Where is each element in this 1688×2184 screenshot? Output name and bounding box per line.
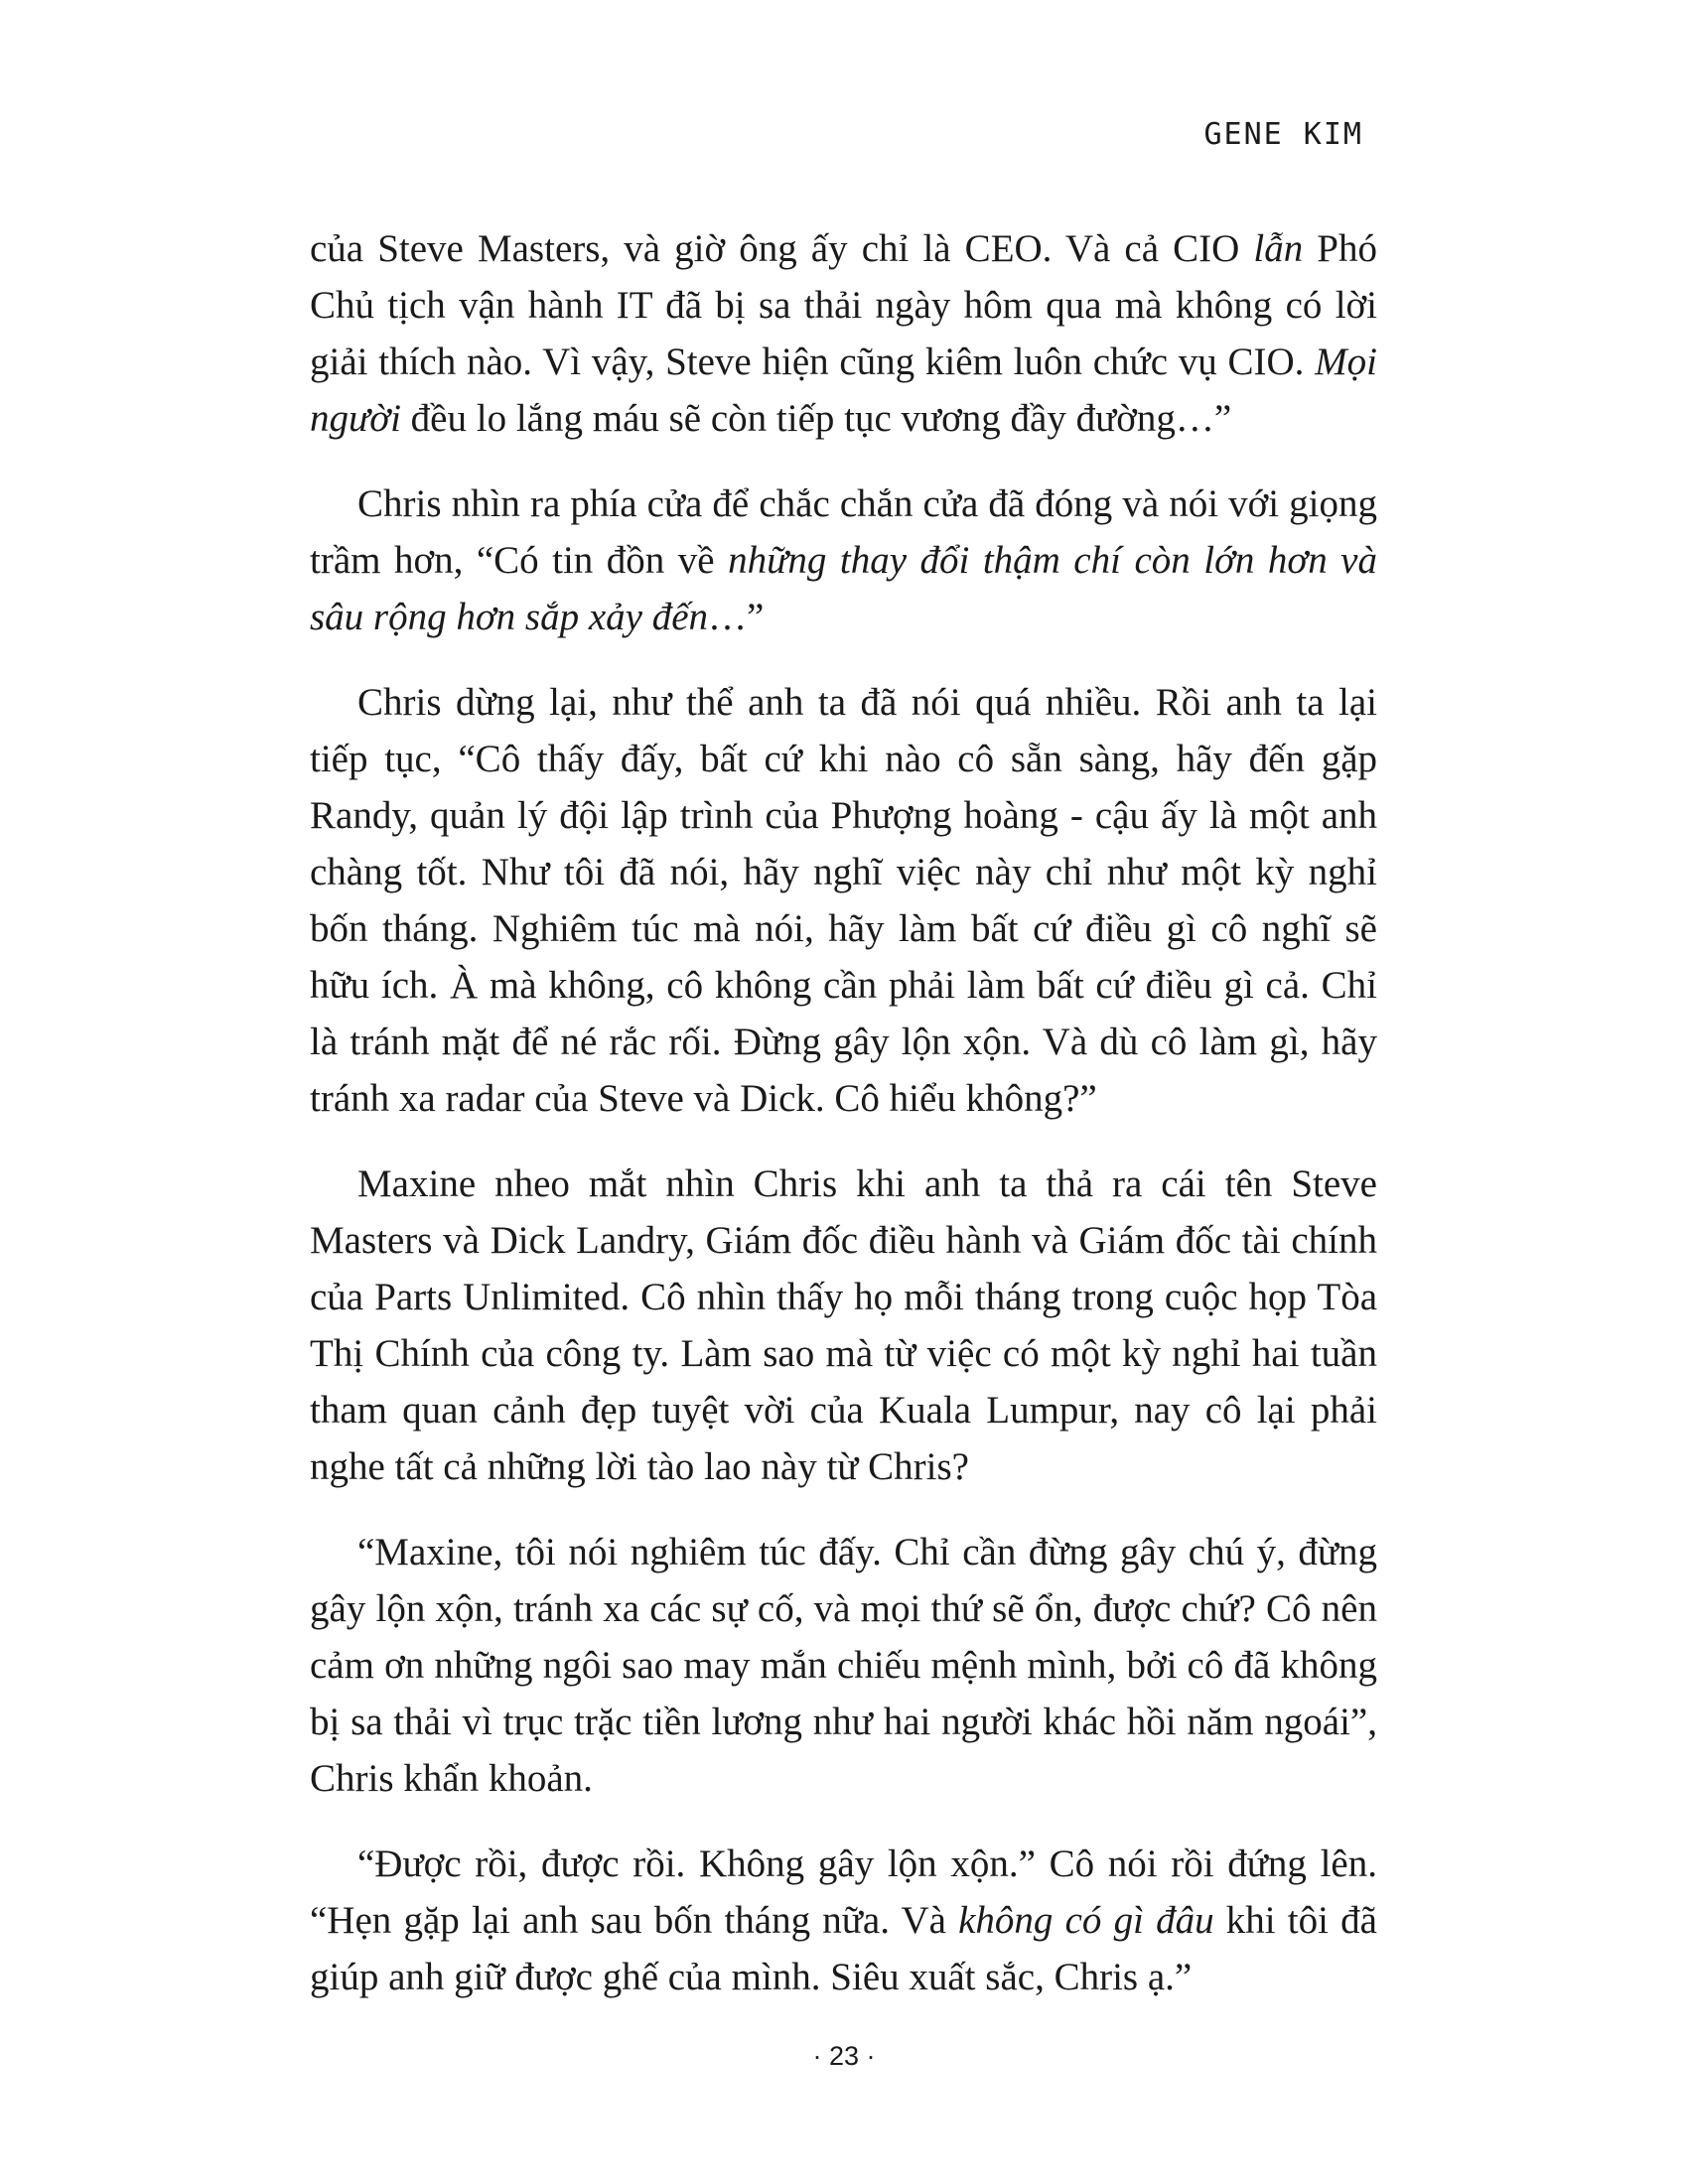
paragraph-3 — [310, 674, 1377, 1127]
text-segment: “Được rồi, được rồi. Không gây lộn xộn.” Cô nói rồi đứng lên. “Hẹn gặp lại anh sau bốn tháng nữa. Và — [310, 1843, 1377, 1942]
running-head: GENE KIM — [1203, 117, 1363, 152]
paragraph-1 — [310, 220, 1377, 447]
text-segment: …” — [708, 596, 765, 638]
text-segment: Chris nhìn ra phía cửa để chắc chắn cửa đã đóng và nói với giọng trầm hơn, “Có tin đồn về — [310, 482, 1377, 582]
italic-segment: lẫn — [1253, 227, 1304, 270]
italic-segment: Mọi người — [310, 341, 1377, 440]
text-segment: đều lo lắng máu sẽ còn tiếp tục vương đầy đường…” — [400, 397, 1232, 440]
italic-segment: không có gì đâu — [958, 1899, 1214, 1942]
paragraph-2 — [310, 476, 1377, 645]
italic-segment: những thay đổi thậm chí còn lớn hơn và sâu rộng hơn sắp xảy đến — [310, 539, 1377, 638]
paragraph-5 — [310, 1524, 1377, 1807]
text-segment: Phó Chủ tịch vận hành IT đã bị sa thải ngày hôm qua mà không có lời giải thích nào. Vì vậy, Steve hiện cũng kiêm luôn chức vụ CIO. — [310, 227, 1377, 383]
body-text — [310, 220, 1377, 2034]
text-segment: Maxine nheo mắt nhìn Chris khi anh ta thả ra cái tên Steve Masters và Dick Landry, Giám đốc điều hành và Giám đốc tài chính của Parts Unlimited. Cô nhìn thấy họ mỗi tháng trong cuộc họp Tòa Thị Chính của công ty. Làm sao mà từ việc có một kỳ nghỉ hai tuần tham quan cảnh đẹp tuyệt vời của Kuala Lumpur, nay cô lại phải nghe tất cả những lời tào lao này từ Chris? — [310, 1162, 1377, 1488]
text-segment: khi tôi đã giúp anh giữ được ghế của mình. Siêu xuất sắc, Chris ạ.” — [310, 1899, 1377, 1998]
paragraph-4 — [310, 1156, 1377, 1495]
text-segment: Chris dừng lại, như thể anh ta đã nói quá nhiều. Rồi anh ta lại tiếp tục, “Cô thấy đấy, bất cứ khi nào cô sẵn sàng, hãy đến gặp Randy, quản lý đội lập trình của Phượng hoàng - cậu ấy là một anh chàng tốt. Như tôi đã nói, hãy nghĩ việc này chỉ như một kỳ nghỉ bốn tháng. Nghiêm túc mà nói, hãy làm bất cứ điều gì cô nghĩ sẽ hữu ích. À mà không, cô không cần phải làm bất cứ điều gì cả. Chỉ là tránh mặt để né rắc rối. Đừng gây lộn xộn. Và dù cô làm gì, hãy tránh xa radar của Steve và Dick. Cô hiểu không?” — [310, 681, 1377, 1120]
text-segment: “Maxine, tôi nói nghiêm túc đấy. Chỉ cần đừng gây chú ý, đừng gây lộn xộn, tránh xa các sự cố, và mọi thứ sẽ ổn, được chứ? Cô nên cảm ơn những ngôi sao may mắn chiếu mệnh mình, bởi cô đã không bị sa thải vì trục trặc tiền lương như hai người khác hồi năm ngoái”, Chris khẩn khoản. — [310, 1531, 1377, 1800]
page-number: · 23 · — [812, 2041, 876, 2071]
text-segment: của Steve Masters, và giờ ông ấy chỉ là CEO. Và cả CIO — [310, 227, 1254, 270]
paragraph-6 — [310, 1836, 1377, 2005]
